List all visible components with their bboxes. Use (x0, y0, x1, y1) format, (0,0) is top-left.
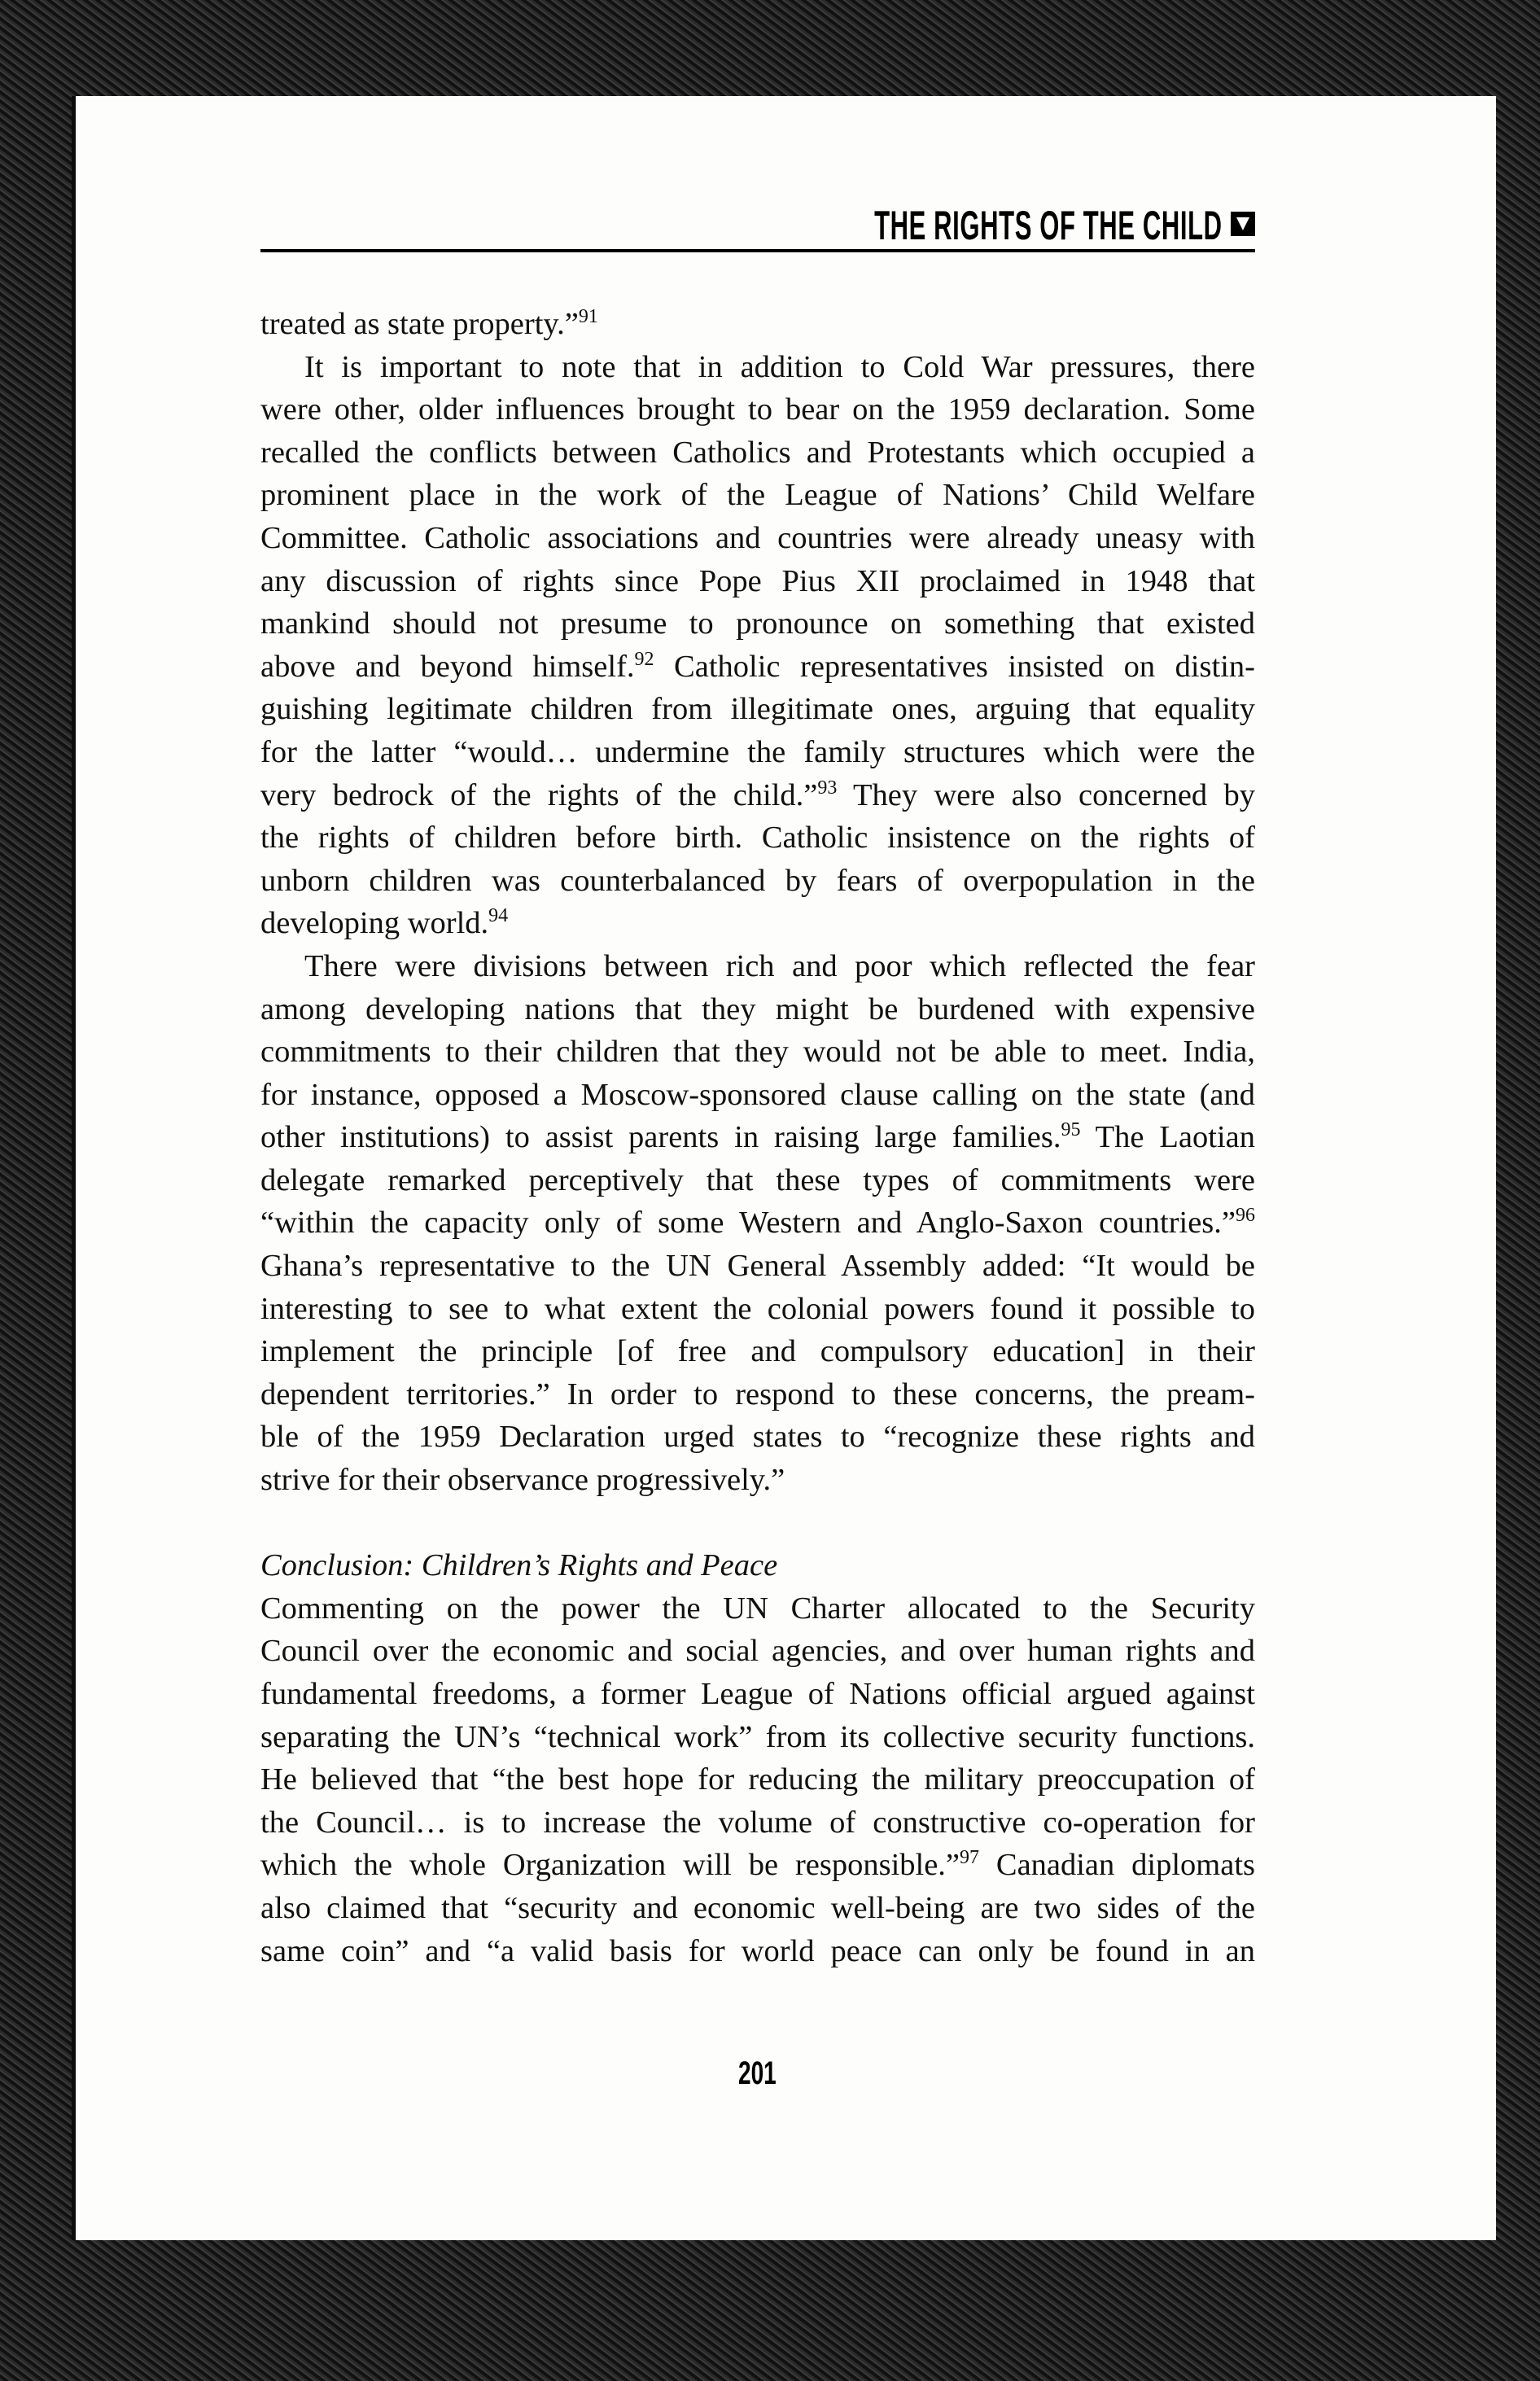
text-line (260, 1844, 1255, 1887)
text-line (260, 303, 1255, 346)
text-line (260, 1373, 1255, 1416)
text-line (260, 388, 1255, 431)
text-line (260, 1801, 1255, 1845)
footnote-ref: 97 (960, 1847, 980, 1869)
text-line (260, 1031, 1255, 1074)
text-run: Canadian diplomats (979, 1848, 1256, 1883)
triangle-box-icon (1231, 212, 1255, 236)
footnote-ref: 94 (488, 905, 509, 927)
text-run: delegate remarked perceptively that these types of commitments were (260, 1162, 1255, 1197)
text-run: other institutions) to assist parents in raising large families. (260, 1120, 1061, 1155)
body-text (260, 303, 1255, 1972)
section-gap (260, 1502, 1255, 1545)
text-line (260, 560, 1255, 603)
text-run: guishing legitimate children from illegitimate ones, arguing that equality (260, 692, 1255, 727)
text-run: They were also concerned by (837, 777, 1255, 812)
text-run: Council over the economic and social agencies, and over human rights and (260, 1634, 1255, 1669)
text-line (260, 816, 1255, 860)
footnote-ref: 93 (817, 777, 838, 799)
text-line (260, 602, 1255, 646)
text-run: “within the capacity only of some Western and Anglo-Saxon countries.” (260, 1206, 1236, 1241)
text-run: There were divisions between rich and poor which reflected the fear (304, 948, 1255, 983)
text-line (260, 1288, 1255, 1331)
text-run: dependent territories.” In order to respond to these concerns, the pream- (260, 1377, 1255, 1412)
running-title: THE RIGHTS OF THE CHILD (874, 203, 1223, 248)
text-run: commitments to their children that they would not be able to meet. India, (260, 1035, 1255, 1070)
text-line (260, 1587, 1255, 1630)
text-line (260, 1201, 1255, 1245)
text-run: mankind should not presume to pronounce on something that existed (260, 606, 1255, 641)
text-run: interesting to see to what extent the colonial powers found it possible to (260, 1291, 1255, 1326)
text-run: were other, older influences brought to bear on the 1959 declaration. Some (260, 392, 1255, 427)
text-run: among developing nations that they might be burdened with expensive (260, 991, 1255, 1026)
text-line (260, 1930, 1255, 1973)
footnote-ref: 95 (1061, 1119, 1081, 1141)
running-header (260, 195, 1255, 252)
text-line (260, 431, 1255, 475)
text-run: for the latter “would… undermine the family structures which were the (260, 734, 1255, 769)
text-line (260, 774, 1255, 817)
text-line (260, 1159, 1255, 1202)
page-number: 201 (738, 2055, 777, 2091)
text-run: It is important to note that in addition to Cold War pressures, there (304, 349, 1255, 384)
text-line (260, 1330, 1255, 1373)
text-run: separating the UN’s “technical work” from its collective security functions. (260, 1719, 1255, 1754)
text-line (260, 1887, 1255, 1930)
text-run: treated as state property.” (260, 307, 579, 341)
text-line (260, 1416, 1255, 1459)
text-line (260, 988, 1255, 1031)
text-run: The Laotian (1080, 1120, 1255, 1155)
text-line (260, 1116, 1255, 1159)
text-run: the rights of children before birth. Catholic insistence on the rights of (260, 821, 1255, 856)
text-run: Catholic representatives insisted on distin- (654, 649, 1255, 684)
text-run: unborn children was counterbalanced by fears of overpopulation in the (260, 863, 1255, 898)
header-rule (260, 249, 1255, 252)
text-run: which the whole Organization will be responsible.” (260, 1848, 960, 1883)
text-line (260, 517, 1255, 560)
text-run: very bedrock of the rights of the child.” (260, 777, 818, 812)
text-line (260, 1758, 1255, 1801)
text-line (260, 688, 1255, 731)
text-run: developing world. (260, 906, 489, 941)
text-run: fundamental freedoms, a former League of Nations official argued against (260, 1677, 1255, 1711)
text-line (260, 902, 1255, 945)
text-run: prominent place in the work of the League of Nations’ Child Welfare (260, 478, 1255, 513)
text-run: implement the principle [of free and compulsory education] in their (260, 1334, 1255, 1369)
text-line (260, 1716, 1255, 1759)
text-run: strive for their observance progressively.” (260, 1463, 785, 1498)
footnote-ref: 92 (634, 648, 654, 670)
text-run: above and beyond himself. (260, 649, 635, 684)
text-line (260, 1673, 1255, 1716)
text-run: the Council… is to increase the volume of constructive co-operation for (260, 1805, 1255, 1840)
text-run: also claimed that “security and economic well-being are two sides of the (260, 1890, 1255, 1925)
text-line (260, 346, 1255, 389)
text-line (260, 1459, 1255, 1502)
footnote-ref: 91 (578, 306, 598, 328)
section-heading: Conclusion: Children’s Rights and Peace (260, 1548, 778, 1583)
text-run: ble of the 1959 Declaration urged states to “recognize these rights and (260, 1420, 1255, 1455)
text-line (260, 860, 1255, 903)
text-line (260, 474, 1255, 517)
text-run: any discussion of rights since Pope Pius XII proclaimed in 1948 that (260, 563, 1255, 598)
text-line (260, 1074, 1255, 1117)
text-run: recalled the conflicts between Catholics and Protestants which occupied a (260, 435, 1255, 470)
text-run: He believed that “the best hope for reducing the military preoccupation of (260, 1762, 1255, 1797)
text-line (260, 646, 1255, 689)
text-line (260, 731, 1255, 774)
text-run: Ghana’s representative to the UN General Assembly added: “It would be (260, 1249, 1255, 1284)
footnote-ref: 96 (1236, 1205, 1255, 1227)
text-line (260, 1245, 1255, 1288)
text-run: Commenting on the power the UN Charter allocated to the Security (260, 1591, 1255, 1626)
text-line (260, 1630, 1255, 1673)
text-run: for instance, opposed a Moscow-sponsored clause calling on the state (and (260, 1077, 1255, 1112)
text-run: Committee. Catholic associations and countries were already uneasy with (260, 520, 1255, 555)
text-run: same coin” and “a valid basis for world peace can only be found in an (260, 1933, 1255, 1968)
text-line (260, 945, 1255, 988)
